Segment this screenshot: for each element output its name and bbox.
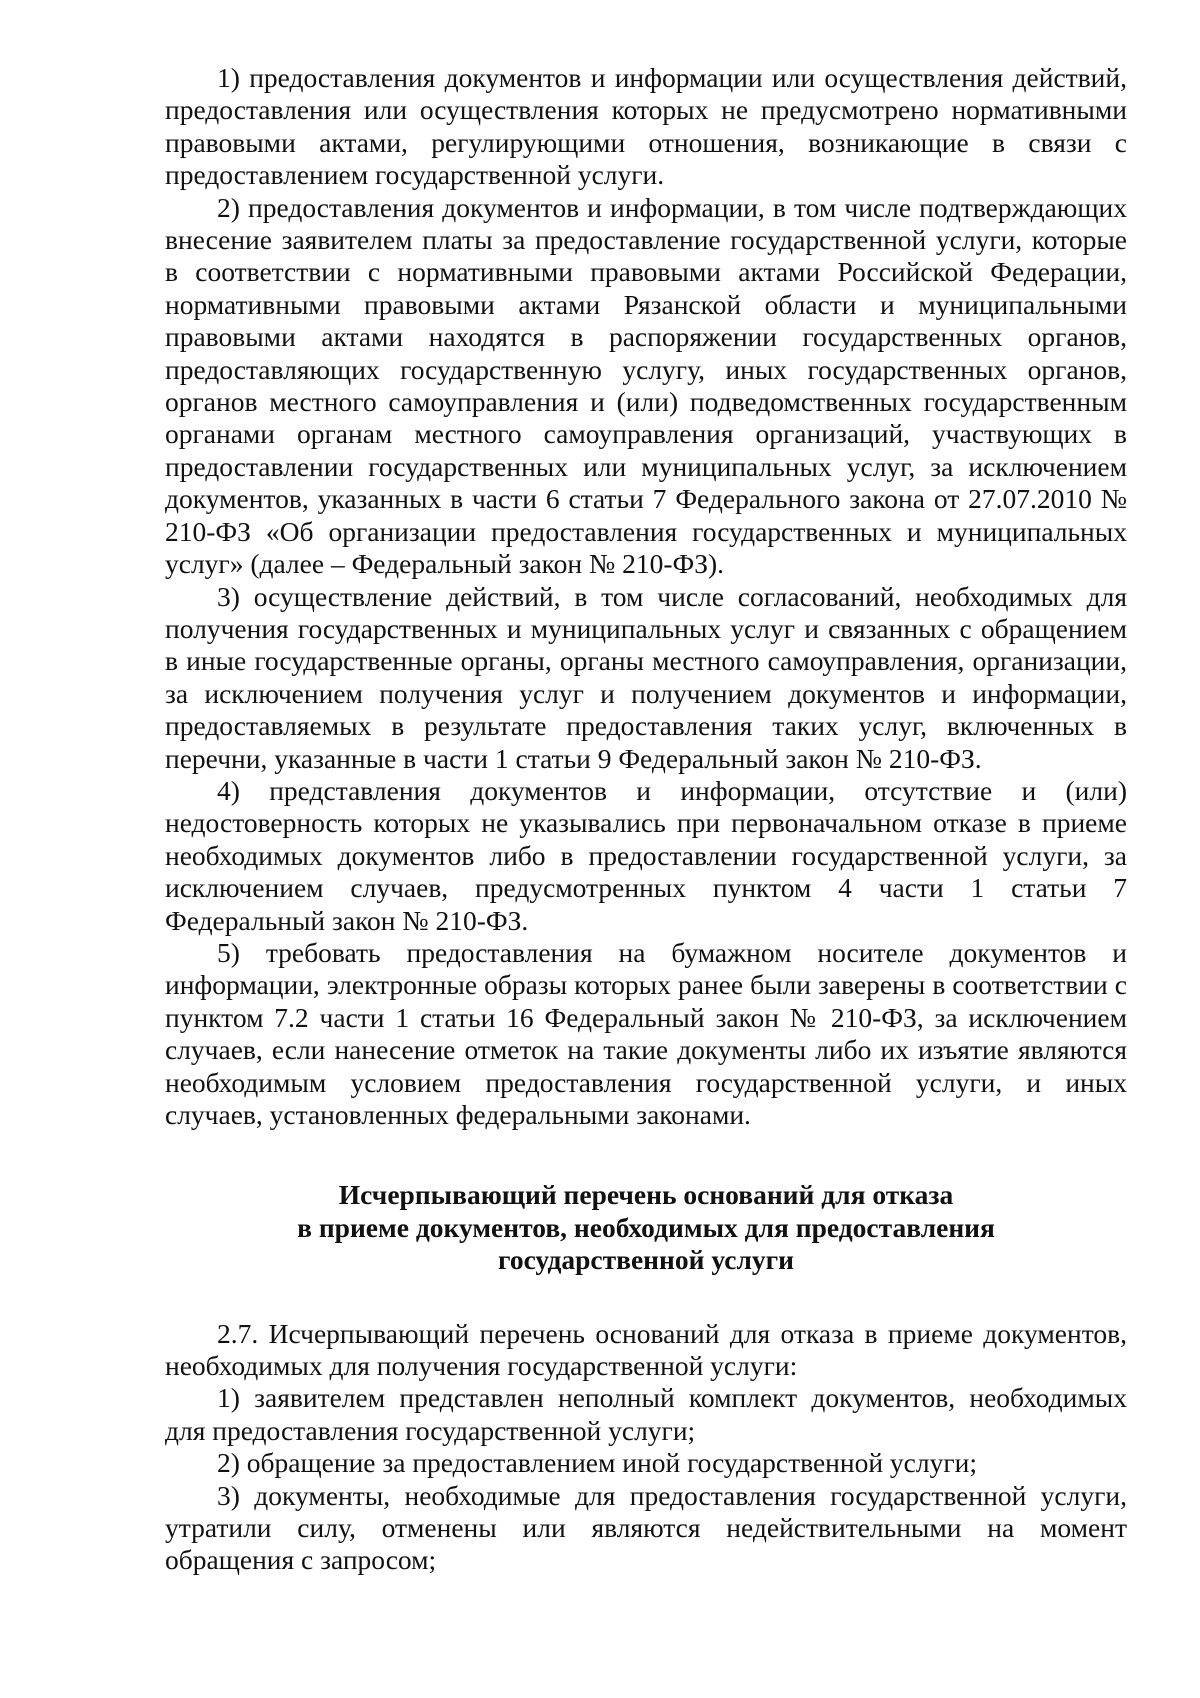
section-heading-line-1: Исчерпывающий перечень оснований для отказа bbox=[338, 1179, 954, 1211]
list-item-5: 5) требовать предоставления на бумажном носителе документов и информации, электронные образы которых ранее были заверены в соответствии с пунктом 7.2 части 1 статьи 16 Федеральный закон № 210-ФЗ, за исключением случаев, если нанесение отметок на такие документы либо их изъятие являются необходимым условием предоставления государственной услуги, и иных случаев, установленных федеральными законами. bbox=[165, 936, 1127, 1130]
refusal-reason-3: 3) документы, необходимые для предоставления государственной услуги, утратили силу, отменены или являются недействительными на момент обращения с запросом; bbox=[165, 1479, 1127, 1576]
list-item-4: 4) представления документов и информации, отсутствие и (или) недостоверность которых не указывались при первоначальном отказе в приеме необходимых документов либо в предоставлении государственной услуги, за исключением случаев, предусмотренных пунктом 4 части 1 статьи 7 Федеральный закон № 210-ФЗ. bbox=[165, 774, 1127, 936]
refusal-reason-2: 2) обращение за предоставлением иной государственной услуги; bbox=[217, 1447, 977, 1479]
section-heading-line-2: в приеме документов, необходимых для предоставления bbox=[297, 1211, 995, 1243]
section-heading-line-3: государственной услуги bbox=[498, 1244, 794, 1276]
list-item-2: 2) предоставления документов и информации, в том числе подтверждающих внесение заявителем платы за предоставление государственной услуги, которые в соответствии с нормативными правовыми актами Российской Федерации, нормативными правовыми актами Рязанской области и муниципальными правовыми актами находятся в распоряжении государственных органов, предоставляющих государственную услугу, иных государственных органов, органов местного самоуправления и (или) подведомственных государственным органами органам местного самоуправления организаций, участвующих в предоставлении государственных или муниципальных услуг, за исключением документов, указанных в части 6 статьи 7 Федерального закона от 27.07.2010 № 210-ФЗ «Об организации предоставления государственных и муниципальных услуг» (далее – Федеральный закон № 210-ФЗ). bbox=[165, 191, 1127, 580]
section-paragraph-2-7: 2.7. Исчерпывающий перечень оснований для отказа в приеме документов, необходимых для получения государственной услуги: bbox=[165, 1317, 1127, 1382]
section-heading bbox=[165, 1179, 1127, 1276]
refusal-reason-1: 1) заявителем представлен неполный комплект документов, необходимых для предоставления государственной услуги; bbox=[165, 1382, 1127, 1446]
document-body bbox=[165, 62, 1127, 1577]
list-item-1: 1) предоставления документов и информации или осуществления действий, предоставления или осуществления которых не предусмотрено нормативными правовыми актами, регулирующими отношения, возникающие в связи с предоставлением государственной услуги. bbox=[165, 62, 1127, 191]
list-item-3: 3) осуществление действий, в том числе согласований, необходимых для получения государственных и муниципальных услуг и связанных с обращением в иные государственные органы, органы местного самоуправления, организации, за исключением получения услуг и получением документов и информации, предоставляемых в результате предоставления таких услуг, включенных в перечни, указанные в части 1 статьи 9 Федеральный закон № 210-ФЗ. bbox=[165, 580, 1127, 774]
